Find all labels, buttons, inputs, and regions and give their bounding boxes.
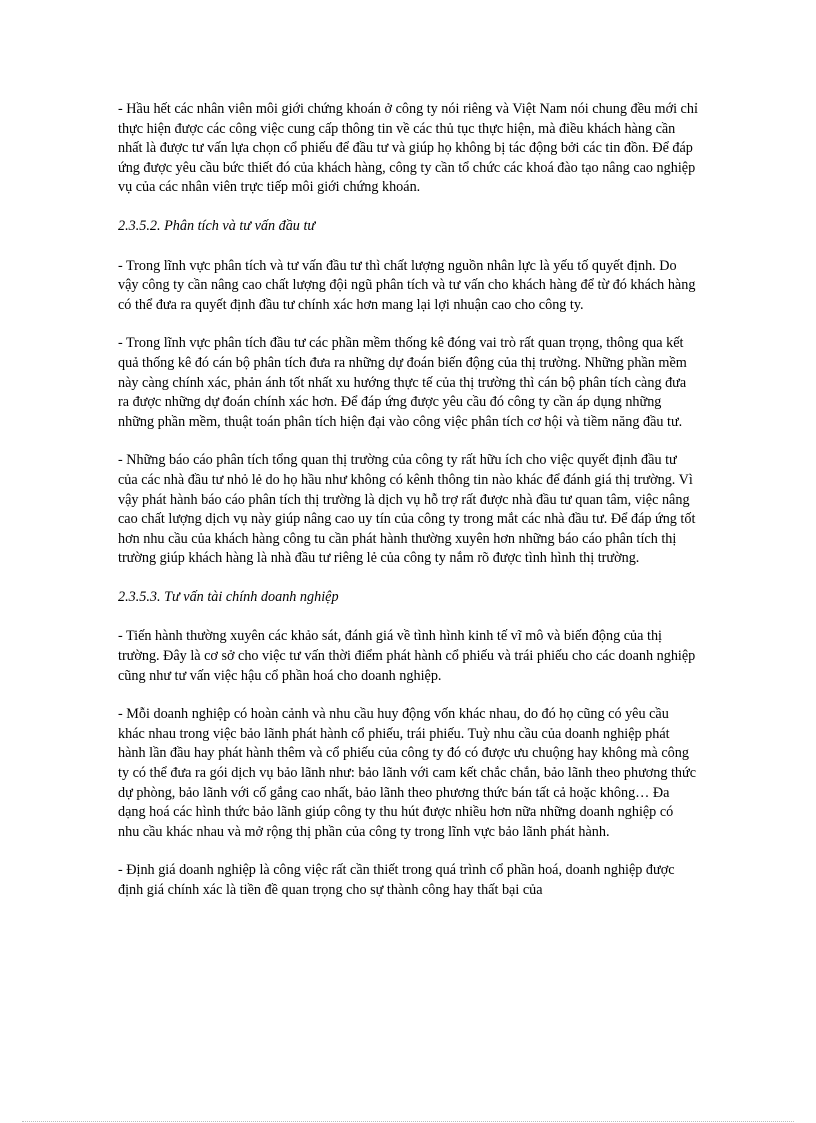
paragraph-market-reports: - Những báo cáo phân tích tổng quan thị trường của công ty rất hữu ích cho việc quyết định đầu tư của các nhà đầu tư nhỏ lẻ do họ hầu như không có kênh thông tin nào khác để đánh giá thị trường. Vì vậy phát hành báo cáo phân tích thị trường là dịch vụ hỗ trợ rất được nhà đầu tư quan tâm, việc nâng cao chất lượng dịch vụ này giúp nâng cao uy tín của công ty trong mắt các nhà đầu tư. Để đáp ứng tốt hơn nhu cầu của khách hàng công tu cần phát hành thường xuyên hơn những báo cáo phân tích thị trường giúp khách hàng là nhà đầu tư riêng lẻ của công ty nắm rõ được tình hình thị trường. <box>118 452 696 567</box>
paragraph-statistical-software: - Trong lĩnh vực phân tích đầu tư các phần mềm thống kê đóng vai trò rất quan trọng, thông qua kết quả thống kê đó cán bộ phân tích đưa ra những dự đoán biến động của thị trường. Những phần mềm này càng chính xác, phản ánh tốt nhất xu hướng thực tế của thị trường thì cán bộ phân tích càng đưa ra được những dự đoán chính xác hơn. Để đáp ứng được yêu cầu đó công ty cần áp dụng những những phần mềm, thuật toán phân tích hiện đại vào công việc phân tích cơ hội và tiềm năng đầu tư. <box>118 335 687 430</box>
paragraph-underwriting: - Mỗi doanh nghiệp có hoàn cảnh và nhu cầu huy động vốn khác nhau, do đó họ cũng có yêu cầu khác nhau trong việc bảo lãnh phát hành cổ phiếu, trái phiếu. Tuỳ nhu cầu của doanh nghiệp phát hành lần đầu hay phát hành thêm và cổ phiếu của công ty đó có được ưu chuộng hay không mà công ty có thể đưa ra gói dịch vụ bảo lãnh như: bảo lãnh với cam kết chắc chắn, bảo lãnh theo phương thức dự phòng, bảo lãnh với cố gắng cao nhất, bảo lãnh theo phương thức bán tất cả hoặc không… Đa dạng hoá các hình thức bảo lãnh giúp công ty thu hút được nhiều hơn nữa những doanh nghiệp có nhu cầu khác nhau và mở rộng thị phần của công ty trong lĩnh vực bảo lãnh phát hành. <box>118 706 697 840</box>
paragraph-human-resources: - Trong lĩnh vực phân tích và tư vấn đầu tư thì chất lượng nguồn nhân lực là yếu tố quyết định. Do vậy công ty cần nâng cao chất lượng đội ngũ phân tích và tư vấn cho khách hàng để từ đó khách hàng có thể đưa ra quyết định đầu tư chính xác hơn mang lại lợi nhuận cao cho công ty. <box>118 257 696 313</box>
section-heading-corporate-finance: 2.3.5.3. Tư vấn tài chính doanh nghiệp <box>118 588 339 605</box>
paragraph-brokerage-staff: - Hầu hết các nhân viên môi giới chứng khoán ở công ty nói riêng và Việt Nam nói chung đều mới chỉ thực hiện được các công việc cung cấp thông tin về các thủ tục thực hiện, mà điều khách hàng cần nhất là được tư vấn lựa chọn cổ phiếu để đầu tư và giúp họ không bị tác động bởi các tin đồn. Để đáp ứng được yêu cầu bức thiết đó của khách hàng, công ty cần tổ chức các khoá đào tạo nâng cao nghiệp vụ của các nhân viên trực tiếp môi giới chứng khoán. <box>118 101 698 196</box>
page-bottom-divider <box>22 1121 794 1122</box>
section-heading-analysis-advisory: 2.3.5.2. Phân tích và tư vấn đầu tư <box>118 217 316 234</box>
document-page <box>118 100 698 901</box>
paragraph-valuation: - Định giá doanh nghiệp là công việc rất cần thiết trong quá trình cổ phần hoá, doanh nghiệp được định giá chính xác là tiền đề quan trọng cho sự thành công hay thất bại của <box>118 862 675 898</box>
paragraph-macro-surveys: - Tiến hành thường xuyên các khảo sát, đánh giá về tình hình kinh tế vĩ mô và biến động của thị trường. Đây là cơ sở cho việc tư vấn thời điểm phát hành cổ phiếu và trái phiếu cho các doanh nghiệp cũng như tư vấn việc hậu cổ phần hoá cho doanh nghiệp. <box>118 628 696 684</box>
